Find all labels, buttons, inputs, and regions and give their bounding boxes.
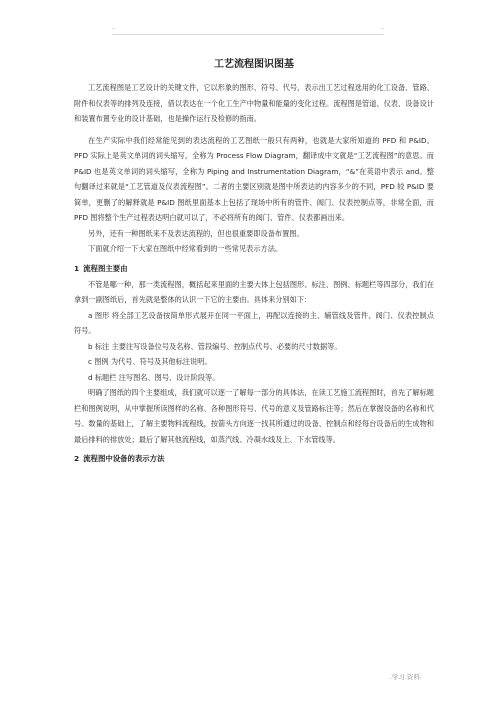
footer-note: .学习.资料. — [389, 673, 422, 681]
paragraph-pfd-pid: 在生产实际中我们经常能见到的表达流程的工艺图纸一般只有两种，也就是大家所知道的 PFD 和 P&ID。PFD 实际上是英文单词的词头缩写，全称为 Process Flow Diagram，翻译成中文就是“工艺流程图”的意思。而 P&ID 也是英文单词的词头缩写，全称为 Piping and Instrumentation Diagram，“&”在英语中表示 and。整句翻译过来就是“工艺管道及仪表流程图”。二者的主要区别就是图中所表达的内容多少的不同，PFD 较 P&ID 要简单，更删了的解释就是 P&ID 图纸里面基本上包括了现场中所有的管件、阀门、仪表控制点等，非常全面，而 PFD 图将整个生产过程表达明白就可以了，不必将所有的阀门、管件、仪表都画出来。 — [74, 135, 434, 222]
paragraph-intro: 工艺流程图是工艺设计的关键文件，它以形象的图形、符号、代号，表示出工艺过程选用的化工设备、管路、附件和仪表等的排列及连接，借以表达在一个化工生产中物量和能量的变化过程。流程图是管道、仪表、设备设计和装置布置专业的设计基础，也是操作运行及检修的指南。 — [74, 83, 434, 123]
section-title: 流程图中设备的表示方法 — [83, 454, 165, 463]
header-dots-left: .. — [112, 24, 116, 31]
list-item-c: c 图例 为代号、符号及其他标注说明。 — [88, 357, 212, 366]
document-body — [74, 58, 434, 467]
section-heading-2 — [74, 451, 434, 467]
paragraph-layout-note: 另外，还有一种图纸来不及表达流程的，但也很重要即设备布置图。 — [88, 228, 304, 238]
document-title: 工艺流程图识图基 — [214, 59, 294, 70]
paragraph-transition: 下面就介绍一下大家在图纸中经常看到的一些常见表示方法。 — [88, 244, 283, 253]
section-number: 2 — [74, 454, 80, 463]
section1-intro: 不管是哪一种，那一类流程图，概括起来里面的主要大体上包括图形、标注、图例、标题栏等四部分，我们在拿到一副图纸后，首先就是整体的认识一下它的主要由。具体来分别如下： — [74, 279, 434, 304]
page-header — [112, 24, 384, 35]
list-item-d: d 标题栏 注写图名、图号、设计阶段等。 — [88, 372, 220, 382]
header-dots-right: .. — [380, 24, 384, 31]
section-heading-1 — [74, 261, 434, 277]
section-number: 1 — [74, 263, 80, 273]
section-title: 流程图主要由 — [83, 263, 128, 273]
section1-closing: 明确了图纸的四个主要组成，我们就可以逐一了解每一部分的具体法，在读工艺施工流程图时，首先了解标题栏和图例说明，从中掌握所读图样的名称、各种图形符号、代号的意义及管路标注等；然后在掌握设备的名称和代号、数量的基础上，了解主要物料流程线，按箭头方向逐一找其所通过的设备、控制点和经每台设备后的生成物和最后排料的排放处；最后了解其他流程线，如蒸汽线、冷凝水线及上、下水管线等。 — [74, 388, 434, 444]
list-item-b: b 标注 主要注写设备位号及名称、管段编号、控制点代号、必要的尺寸数据等。 — [88, 341, 342, 351]
list-item-a: a 图形 将全部工艺设备按简单形式展开在同一平面上，再配以连接的主、辅管线及管件、阀门、仪表控制点符号。 — [74, 310, 434, 335]
